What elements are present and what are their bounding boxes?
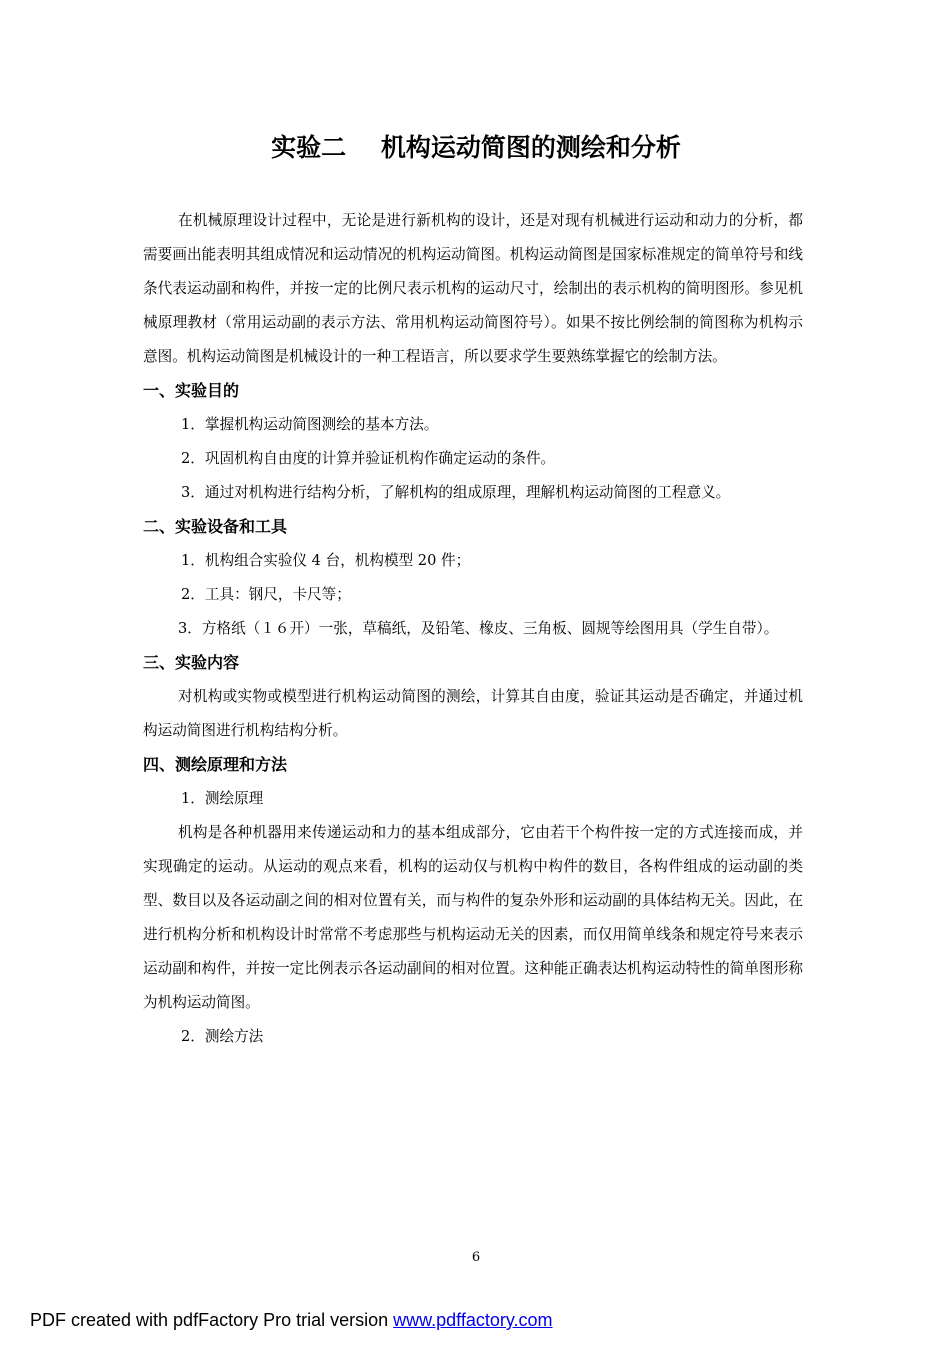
footer-text: PDF created with pdfFactory Pro trial version [30, 1310, 394, 1330]
subheading-principle: 1．测绘原理 [181, 790, 264, 807]
principle-paragraph: 机构是各种机器用来传递运动和力的基本组成部分，它由若干个构件按一定的方式连接而成，并实现确定的运动。从运动的观点来看，机构的运动仅与机构中构件的数目，各构件组成的运动副的类型、数目以及各运动副之间的相对位置有关，而与构件的复杂外形和运动副的具体结构无关。因此，在进行机构分析和机构设计时常常不考虑那些与机构运动无关的因素，而仅用简单线条和规定符号来表示运动副和构件，并按一定比例表示各运动副间的相对位置。这种能正确表达机构运动特性的简单图形称为机构运动简图。 [143, 824, 803, 1011]
section-heading-objectives: 一、实验目的 [143, 381, 240, 400]
equipment-item: 2．工具：钢尺，卡尺等； [181, 586, 351, 603]
content-paragraph: 对机构或实物或模型进行机构运动简图的测绘，计算其自由度，验证其运动是否确定，并通过机构运动简图进行机构结构分析。 [143, 688, 803, 739]
subheading-method: 2．测绘方法 [181, 1028, 264, 1045]
page-number: 6 [471, 1250, 481, 1265]
intro-paragraph: 在机械原理设计过程中，无论是进行新机构的设计，还是对现有机械进行运动和动力的分析，都需要画出能表明其组成情况和运动情况的机构运动简图。机构运动简图是国家标准规定的简单符号和线条代表运动副和构件，并按一定的比例尺表示机构的运动尺寸，绘制出的表示机构的简明图形。参见机械原理教材（常用运动副的表示方法、常用机构运动简图符号）。如果不按比例绘制的简图称为机构示意图。机构运动简图是机械设计的一种工程语言，所以要求学生要熟练掌握它的绘制方法。 [143, 212, 803, 365]
section-heading-content: 三、实验内容 [143, 653, 240, 672]
page-title: 实验二 机构运动简图的测绘和分析 [271, 133, 681, 162]
objective-item: 3．通过对机构进行结构分析，了解机构的组成原理，理解机构运动简图的工程意义。 [181, 484, 731, 501]
section-heading-equipment: 二、实验设备和工具 [143, 517, 288, 536]
pdf-footer [30, 1310, 553, 1331]
document-body [143, 204, 803, 1054]
equipment-item: 1．机构组合实验仪 4 台，机构模型 20 件； [181, 552, 471, 569]
objective-item: 2．巩固机构自由度的计算并验证机构作确定运动的条件。 [181, 450, 556, 467]
footer-link[interactable]: www.pdffactory.com [393, 1310, 553, 1330]
equipment-item: 3．方格纸（１６开）一张，草稿纸，及铅笔、橡皮、三角板、圆规等绘图用具（学生自带）。 [178, 620, 779, 637]
section-heading-principle: 四、测绘原理和方法 [143, 755, 288, 774]
objective-item: 1．掌握机构运动简图测绘的基本方法。 [181, 416, 439, 433]
